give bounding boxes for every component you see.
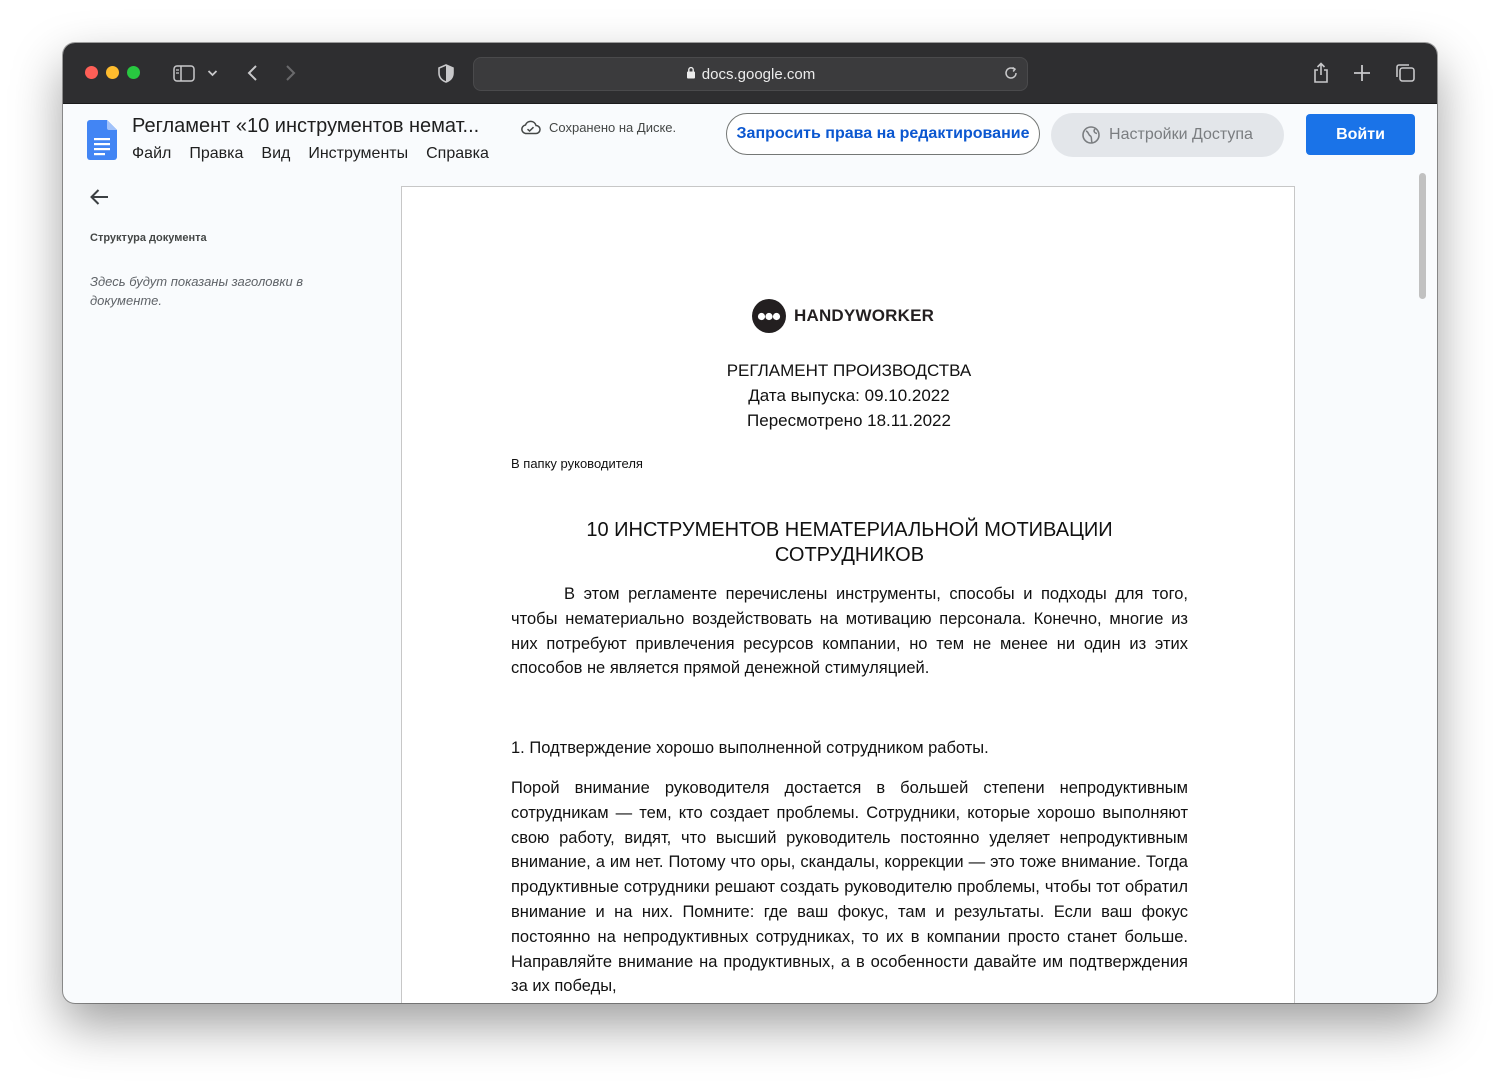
document-page[interactable] <box>401 186 1295 1003</box>
zoom-window-button[interactable] <box>127 66 140 79</box>
privacy-shield-icon[interactable] <box>436 59 456 87</box>
save-status-text: Сохранено на Диске. <box>549 120 677 135</box>
address-bar[interactable] <box>473 57 1028 91</box>
reload-icon[interactable] <box>1003 65 1019 85</box>
document-header-block <box>402 358 1296 433</box>
menu-view[interactable]: Вид <box>261 145 291 162</box>
forward-arrow-icon[interactable] <box>282 59 300 87</box>
cloud-check-icon <box>520 120 541 135</box>
vertical-scrollbar[interactable] <box>1419 173 1426 299</box>
docs-header <box>63 104 1437 184</box>
intro-paragraph: В этом регламенте перечислены инструменты, способы и подходы для того, чтобы нематериально воздействовать на мотивацию персонала. Конечно, многие из них потребуют привлечения ресурсов компании, но тем не менее ни один из этих способов не является прямой денежной стимуляцией. <box>511 585 1188 678</box>
folder-note: В папку руководителя <box>511 456 643 471</box>
chevron-down-icon[interactable] <box>204 59 220 87</box>
document-title[interactable]: Регламент «10 инструментов немат... <box>132 115 480 137</box>
handyworker-logo-icon <box>752 299 786 333</box>
menu-bar <box>132 145 507 163</box>
close-outline-arrow-icon[interactable] <box>89 188 109 211</box>
menu-file[interactable]: Файл <box>132 145 172 162</box>
login-button[interactable]: Войти <box>1306 114 1415 155</box>
header-line-issue-date: Дата выпуска: 09.10.2022 <box>748 386 950 405</box>
access-settings-label: Настройки Доступа <box>1109 126 1253 143</box>
header-line-revised: Пересмотрено 18.11.2022 <box>747 411 951 430</box>
share-icon[interactable] <box>1310 59 1332 87</box>
list-item-1-body: Порой внимание руководителя достается в большей степени непродуктивным сотрудникам — тем, кто создает проблемы. Сотрудники, которые хорошо выполняют свою работу, видят, что высший руководитель постоянно уделяет непродуктивным внимание, а им нет. Потому что оры, скандалы, коррекции — это тоже внимание. Тогда продуктивные сотрудники решают создать руководителю проблемы, чтобы тот обратил внимание и на них. Помните: где ваш фокус, там и результаты. Если ваш фокус постоянно на непродуктивных сотрудниках, то их в компании просто станет больше. Направляйте внимание на продуктивных, а в особенности давайте им подтверждения за их победы, <box>511 779 1188 996</box>
lock-icon <box>686 66 696 83</box>
close-window-button[interactable] <box>85 66 98 79</box>
header-line-regulation: РЕГЛАМЕНТ ПРОИЗВОДСТВА <box>726 361 972 380</box>
minimize-window-button[interactable] <box>106 66 119 79</box>
request-edit-access-button[interactable]: Запросить права на редактирование <box>726 113 1040 155</box>
access-settings-button[interactable] <box>1051 113 1284 157</box>
docs-logo-icon[interactable] <box>87 120 117 165</box>
globe-icon <box>1082 126 1100 144</box>
back-arrow-icon[interactable] <box>243 59 261 87</box>
outline-empty-hint: Здесь будут показаны заголовки в документе. <box>90 274 304 308</box>
sidebar-toggle-icon[interactable] <box>172 59 196 87</box>
company-logo <box>752 299 934 333</box>
document-heading: 10 ИНСТРУМЕНТОВ НЕМАТЕРИАЛЬНОЙ МОТИВАЦИИ СОТРУДНИКОВ <box>586 519 1113 566</box>
browser-window <box>63 43 1437 1003</box>
logo-text: HANDYWORKER <box>794 306 935 325</box>
save-status[interactable] <box>520 120 676 135</box>
menu-edit[interactable]: Правка <box>189 145 244 162</box>
browser-toolbar <box>63 43 1437 104</box>
outline-title: Структура документа <box>90 232 207 244</box>
menu-tools[interactable]: Инструменты <box>308 145 409 162</box>
tab-overview-icon[interactable] <box>1393 59 1417 87</box>
list-item-1-title: 1. Подтверждение хорошо выполненной сотрудником работы. <box>511 739 989 757</box>
new-tab-icon[interactable] <box>1351 59 1373 87</box>
url-text: docs.google.com <box>701 65 816 83</box>
menu-help[interactable]: Справка <box>426 145 489 162</box>
